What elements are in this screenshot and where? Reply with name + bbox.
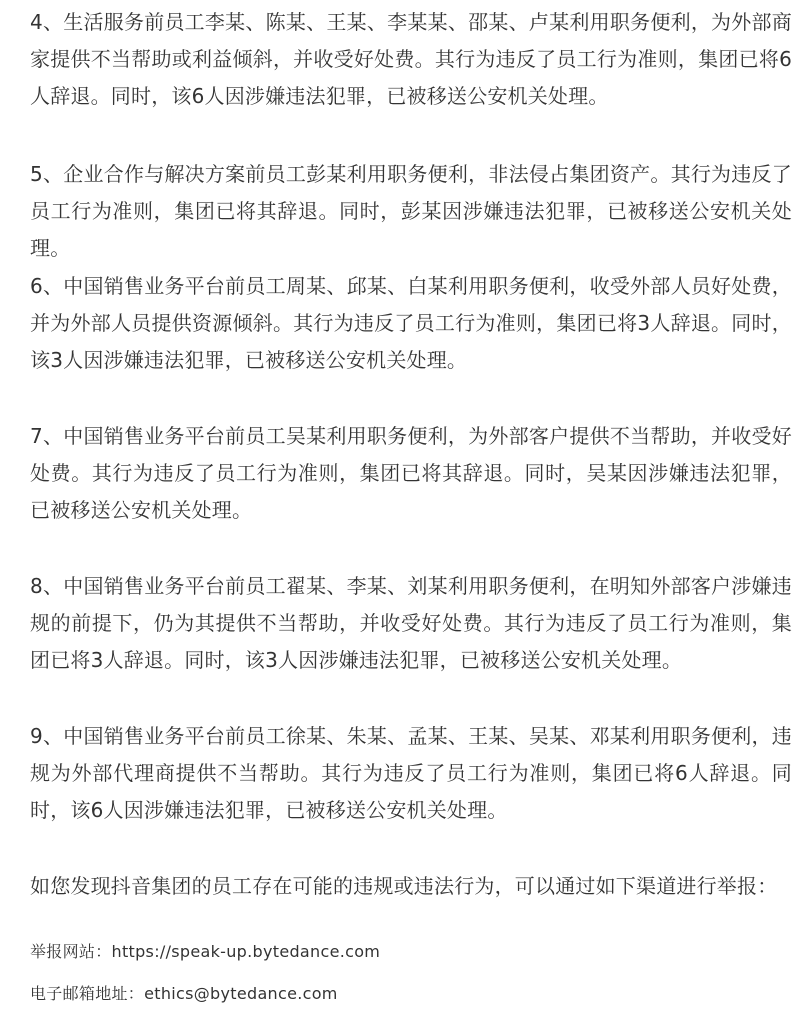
paragraph-item-7: 7、中国销售业务平台前员工吴某利用职务便利，为外部客户提供不当帮助，并收受好处费。其行为违反了员工行为准则，集团已将其辞退。同时，吴某因涉嫌违法犯罪，已被移送公安机关处理。 [30,424,792,522]
report-instructions: 如您发现抖音集团的员工存在可能的违规或违法行为，可以通过如下渠道进行举报： [30,874,778,898]
report-website-link[interactable]: https://speak-up.bytedance.com [111,942,381,961]
paragraph-item-5: 5、企业合作与解决方案前员工彭某利用职务便利，非法侵占集团资产。其行为违反了员工行为准则，集团已将其辞退。同时，彭某因涉嫌违法犯罪，已被移送公安机关处理。 [30,162,792,260]
report-website-line [30,940,380,964]
report-email-line [30,982,338,1006]
paragraph-item-4: 4、生活服务前员工李某、陈某、王某、李某某、邵某、卢某利用职务便利，为外部商家提供不当帮助或利益倾斜，并收受好处费。其行为违反了员工行为准则，集团已将6人辞退。同时，该6人因涉嫌违法犯罪，已被移送公安机关处理。 [30,10,792,108]
report-website-label: 举报网站： [30,942,112,961]
report-email-label: 电子邮箱地址： [30,984,145,1003]
paragraph-item-8: 8、中国销售业务平台前员工翟某、李某、刘某利用职务便利，在明知外部客户涉嫌违规的前提下，仍为其提供不当帮助，并收受好处费。其行为违反了员工行为准则，集团已将3人辞退。同时，该3人因涉嫌违法犯罪，已被移送公安机关处理。 [30,574,792,672]
report-email-link[interactable]: ethics@bytedance.com [144,984,338,1003]
paragraph-item-6: 6、中国销售业务平台前员工周某、邱某、白某利用职务便利，收受外部人员好处费，并为外部人员提供资源倾斜。其行为违反了员工行为准则，集团已将3人辞退。同时，该3人因涉嫌违法犯罪，已被移送公安机关处理。 [30,274,792,372]
paragraph-item-9: 9、中国销售业务平台前员工徐某、朱某、孟某、王某、吴某、邓某利用职务便利，违规为外部代理商提供不当帮助。其行为违反了员工行为准则，集团已将6人辞退。同时，该6人因涉嫌违法犯罪，已被移送公安机关处理。 [30,724,792,822]
